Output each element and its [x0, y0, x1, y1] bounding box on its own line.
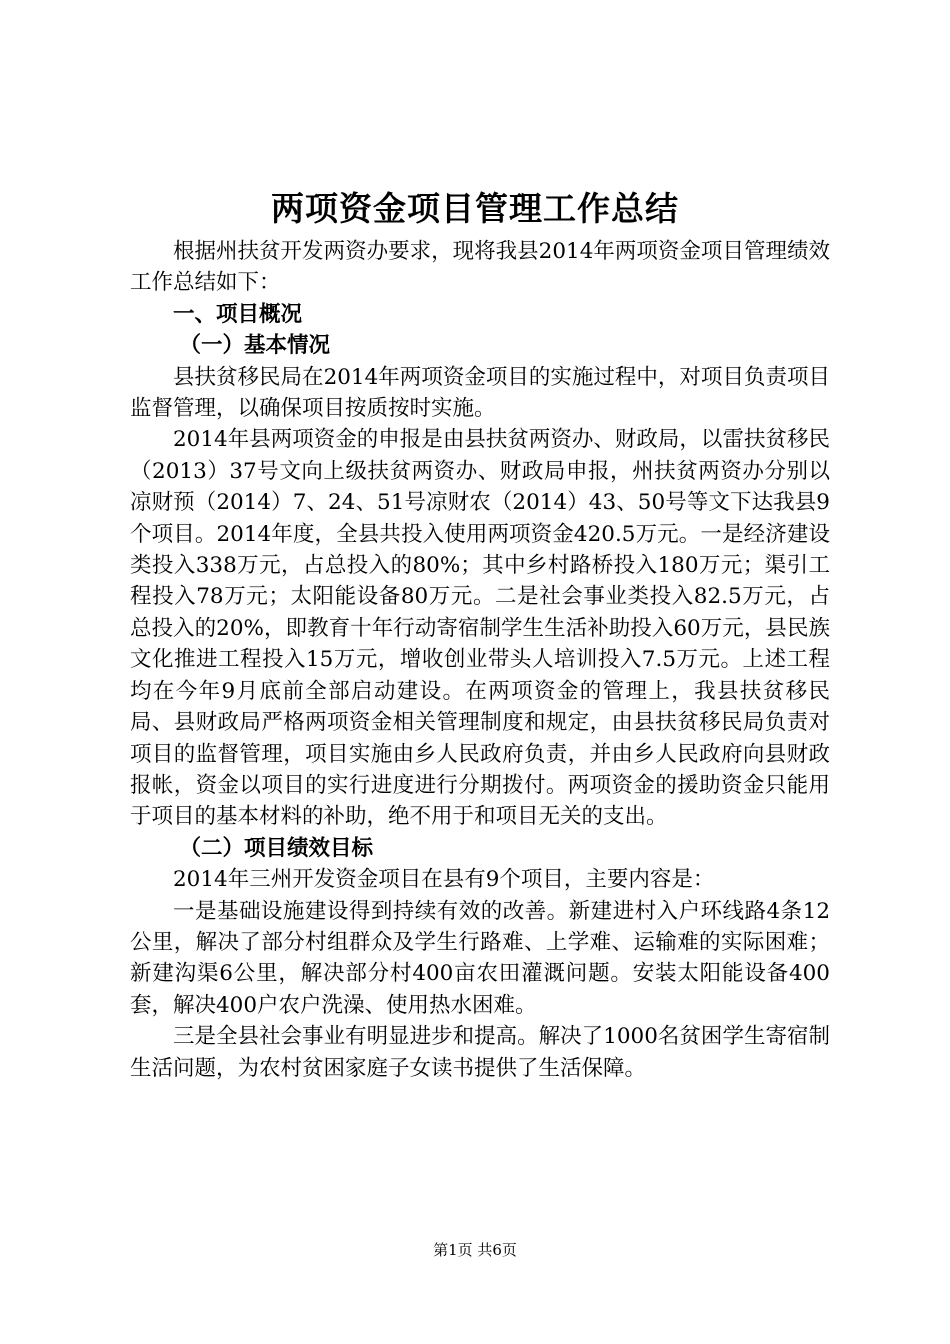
- document-title: 两项资金项目管理工作总结: [271, 189, 679, 228]
- document-body: [130, 236, 830, 1084]
- page-number-footer: 第1页 共6页: [433, 1241, 517, 1259]
- subsection-heading-performance-goals: （二）项目绩效目标: [179, 835, 373, 861]
- intro-paragraph: 根据州扶贫开发两资办要求，现将我县2014年两项资金项目管理绩效工作总结如下：: [130, 239, 830, 296]
- body-paragraph: 一是基础设施建设得到持续有效的改善。新建进村入户环线路4条12公里，解决了部分村组群众及学生行路难、上学难、运输难的实际困难；新建沟渠6公里，解决部分村400亩农田灌溉问题。安装太阳能设备400套，解决400户农户洗澡、使用热水困难。: [130, 898, 830, 1018]
- body-paragraph: 县扶贫移民局在2014年两项资金项目的实施过程中，对项目负责项目监督管理，以确保项目按质按时实施。: [130, 364, 830, 422]
- body-paragraph: 三是全县社会事业有明显进步和提高。解决了1000名贫困学生寄宿制生活问题，为农村贫困家庭子女读书提供了生活保障。: [130, 1024, 830, 1081]
- section-heading-overview: 一、项目概况: [173, 301, 303, 327]
- subsection-heading-basic-info: （一）基本情况: [179, 333, 330, 359]
- body-paragraph: 2014年县两项资金的申报是由县扶贫两资办、财政局，以雷扶贫移民（2013）37号文向上级扶贫两资办、财政局申报，州扶贫两资办分别以凉财预（2014）7、24、51号凉财农（2014）43、50号等文下达我县9个项目。2014年度，全县共投入使用两项资金420.5万元。一是经济建设类投入338万元，占总投入的80%；其中乡村路桥投入180万元；渠引工程投入78万元；太阳能设备80万元。二是社会事业类投入82.5万元，占总投入的20%，即教育十年行动寄宿制学生生活补助投入60万元，县民族文化推进工程投入15万元，增收创业带头人培训投入7.5万元。上述工程均在今年9月底前全部启动建设。在两项资金的管理上，我县扶贫移民局、县财政局严格两项资金相关管理制度和规定，由县扶贫移民局负责对项目的监督管理，项目实施由乡人民政府负责，并由乡人民政府向县财政报帐，资金以项目的实行进度进行分期拨付。两项资金的援助资金只能用于项目的基本材料的补助，绝不用于和项目无关的支出。: [130, 427, 830, 830]
- body-paragraph: 2014年三州开发资金项目在县有9个项目，主要内容是：: [173, 867, 715, 893]
